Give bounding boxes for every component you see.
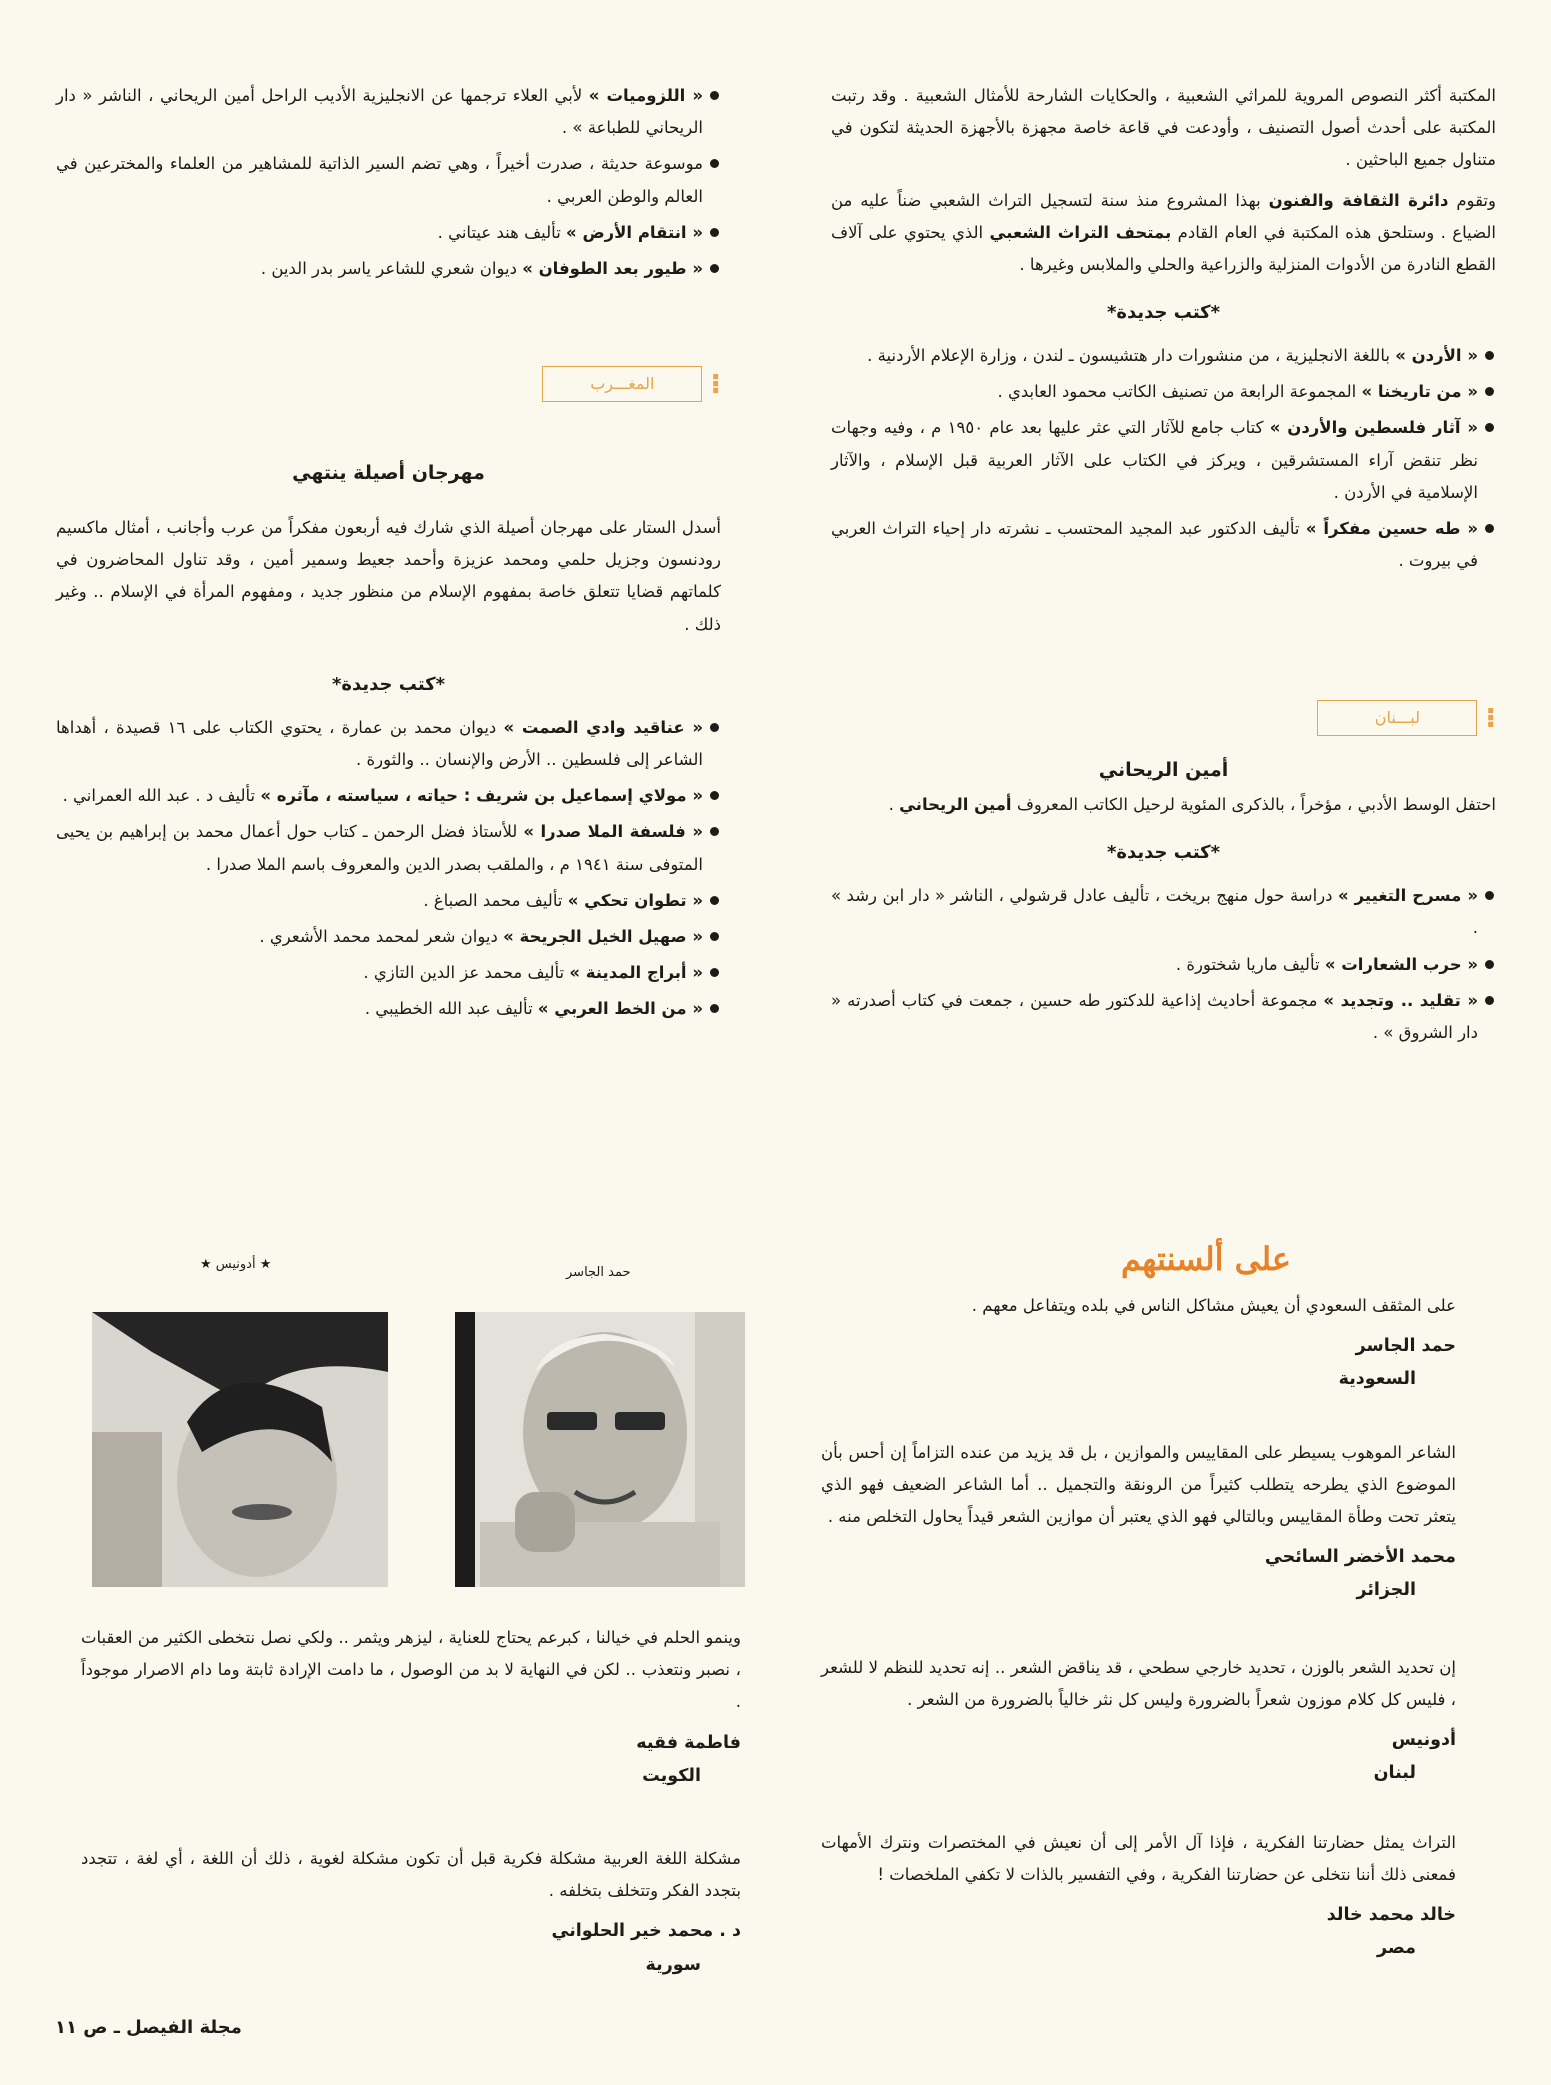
morocco-label (542, 366, 721, 402)
book-description: ديوان شعري للشاعر ياسر بدر الدين . (260, 258, 523, 278)
book-item (831, 376, 1496, 408)
book-item (56, 816, 721, 880)
book-description: باللغة الانجليزية ، من منشورات دار هتشيسون ـ لندن ، وزارة الإعلام الأردنية . (867, 346, 1396, 366)
book-title: « تقليد .. وتجديد » (1323, 990, 1478, 1010)
lebanon-books-list (831, 880, 1496, 1049)
book-description: مجموعة أحاديث إذاعية للدكتور طه حسين ، جمعت في كتاب أصدرته « دار الشروق » . (831, 990, 1478, 1042)
book-description: تأليف الدكتور عبد المجيد المحتسب ـ نشرته دار إحياء التراث العربي في بيروت . (831, 518, 1478, 571)
photo-caption-adonis: ★ أدونيس ★ (200, 1257, 272, 1272)
festival-title: مهرجان أصيلة ينتهي (292, 462, 485, 484)
new-books-heading: *كتب جديدة* (1106, 302, 1221, 324)
new-books-heading: *كتب جديدة* (331, 673, 446, 695)
morocco-section (56, 455, 721, 1029)
book-item (56, 253, 721, 285)
quote-text: وينمو الحلم في خيالنا ، كبرعم يحتاج للعناية ، ليزهر ويثمر .. ولكي نصل نتخطى الكثير من العقبات ، نصبر ونتعذب .. لكن في النهاية لا بد من الوصول ، ما دامت الإرادة ثابتة وما دام الاصرار موجوداً . (81, 1628, 741, 1712)
quote-text: إن تحديد الشعر بالوزن ، تحديد خارجي سطحي ، قد يناقض الشعر .. إنه تحديد للنظم لا للشعر ، فليس كل كلام موزون شعراً بالضرورة وليس كل نثر خالياً بالضرورة من الشعر . (821, 1657, 1456, 1709)
book-description: كتاب جامع للآثار التي عثر عليها بعد عام ١٩٥٠ م ، وفيه وجهات نظر تنقض آراء المستشرقين ، ويركز في الكتاب على الآثار العربية قبل الإسلام ، والآثار الإسلامية في الأردن . (831, 418, 1478, 502)
right-column (831, 80, 1496, 581)
book-description: ديوان محمد بن عمارة ، يحتوي الكتاب على ١٦ قصيدة ، أهداها الشاعر إلى فلسطين .. الأرض والإنسان .. والثورة . (56, 717, 703, 769)
quote-block (821, 1652, 1456, 1791)
photo-hamad-aljasser (455, 1312, 745, 1587)
book-item (56, 80, 721, 144)
morocco-label-box: المغـــرب (542, 366, 702, 402)
book-title: « مسرح التغيير » (1337, 886, 1478, 906)
book-title: « من تاريخنا » (1361, 382, 1478, 402)
new-books-heading: *كتب جديدة* (1106, 842, 1221, 864)
book-title: « مولاي إسماعيل بن شريف : حياته ، سياسته ، مآثره » (260, 786, 703, 806)
book-title: « اللزوميات » (588, 86, 703, 105)
left-quotes (81, 1622, 741, 1982)
lebanon-label (1317, 700, 1496, 736)
morocco-books-list (56, 712, 721, 1026)
book-title: « فلسفة الملا صدرا » (523, 822, 703, 842)
book-title: « تطوان تحكي » (567, 890, 703, 910)
quote-country: السعودية (1338, 1369, 1416, 1390)
book-title: « عناقيد وادي الصمت » (503, 717, 703, 737)
quote-block (821, 1827, 1456, 1966)
book-item (56, 148, 721, 212)
quote-author: خالد محمد خالد (1326, 1904, 1456, 1925)
quote-block (81, 1622, 741, 1793)
book-title: « من الخط العربي » (537, 999, 703, 1019)
ala-alsinatihim-logo: على ألسنتهم (1120, 1240, 1291, 1278)
lebanon-books-continued (56, 80, 721, 285)
photo-caption-jasser: حمد الجاسر (566, 1265, 631, 1280)
section-marker-icon: ⁝ (1485, 701, 1496, 734)
book-item (56, 921, 721, 953)
page-footer: مجلة الفيصل ـ ص ١١ (55, 2017, 242, 2038)
book-title: « طه حسين مفكراً » (1305, 518, 1478, 538)
book-item (831, 949, 1496, 981)
book-description: ديوان شعر لمحمد محمد الأشعري . (259, 926, 504, 946)
quote-text: مشكلة اللغة العربية مشكلة فكرية قبل أن تكون مشكلة لغوية ، ذلك أن اللغة ، أي لغة ، تتجدد بتجدد الفكر وتتخلف بتخلفه . (81, 1849, 741, 1901)
quote-text: التراث يمثل حضارتنا الفكرية ، فإذا آل الأمر إلى أن نعيش في المختصرات ونترك الأمهات فمعنى ذلك أننا نتخلى عن حضارتنا الفكرية ، وفي التفسير بالذات لا تكفي الملخصات ! (821, 1832, 1456, 1884)
photo-adonis (92, 1312, 388, 1587)
book-title: « طيور بعد الطوفان » (522, 258, 703, 278)
book-title: « أبراج المدينة » (569, 963, 703, 983)
jordan-books-list (831, 340, 1496, 577)
book-item (56, 885, 721, 917)
book-description: المجموعة الرابعة من تصنيف الكاتب محمود العابدي . (997, 382, 1362, 402)
quote-author: أدونيس (1391, 1730, 1456, 1751)
quote-author: د . محمد خير الحلواني (551, 1921, 741, 1942)
quote-text: الشاعر الموهوب يسيطر على المقاييس والموازين ، بل قد يزيد من عنده التزاماً إن أحس بأن الموضوع الذي يطرحه يتطلب كثيراً من الرونقة والتجميل .. أما الشاعر الضعيف فهو الذي يتعثر تحت وطأة المقاييس وبالتالي فهو الذي يعتبر أن موازين الشعر قيداً يحاول التخلص منه . (821, 1442, 1456, 1527)
book-item (56, 712, 721, 776)
book-description: تأليف ماريا شختورة . (1175, 954, 1325, 974)
quote-country: مصر (1377, 1938, 1416, 1959)
right-quotes (821, 1290, 1456, 1965)
book-item (831, 513, 1496, 577)
book-description: للأستاذ فضل الرحمن ـ كتاب حول أعمال محمد بن إبراهيم بن يحيى المتوفى سنة ١٩٤١ م ، والملقب بصدر الدين والمعروف باسم الملا صدرا . (56, 822, 703, 874)
book-item (831, 412, 1496, 509)
quote-country: الجزائر (1356, 1580, 1416, 1601)
book-item (831, 340, 1496, 372)
book-description: تأليف عبد الله الخطيبي . (364, 999, 538, 1019)
quote-text: على المثقف السعودي أن يعيش مشاكل الناس في بلده ويتفاعل معهم . (971, 1296, 1456, 1315)
rihani-paragraph: احتفل الوسط الأدبي ، مؤخراً ، بالذكرى المئوية لرحيل الكاتب المعروف أمين الريحاني . (888, 795, 1496, 815)
book-item (56, 993, 721, 1025)
book-item (831, 985, 1496, 1049)
book-description: تأليف د . عبد الله العمراني . (62, 786, 261, 806)
quote-country: الكويت (642, 1765, 701, 1786)
book-item (56, 957, 721, 989)
quote-block (81, 1843, 741, 1982)
rihani-title: أمين الريحاني (1098, 759, 1229, 781)
quote-author: فاطمة فقيه (636, 1732, 741, 1753)
section-marker-icon: ⁝ (710, 367, 721, 400)
book-item (56, 780, 721, 812)
quote-author: حمد الجاسر (1355, 1336, 1456, 1357)
quote-country: سورية (645, 1954, 701, 1975)
book-title: « انتقام الأرض » (566, 222, 703, 242)
book-item (831, 880, 1496, 944)
portrait-image (92, 1312, 388, 1587)
book-title: « الأردن » (1395, 346, 1478, 366)
lebanon-section (831, 752, 1496, 1053)
quote-author: محمد الأخضر السائحي (1264, 1547, 1456, 1568)
quote-country: لبنان (1373, 1763, 1416, 1784)
quote-block (821, 1437, 1456, 1608)
book-title: « صهيل الخيل الجريحة » (503, 926, 703, 946)
left-column-top (56, 80, 721, 289)
heritage-paragraph: وتقوم دائرة الثقافة والفنون بهذا المشروع منذ سنة لتسجيل التراث الشعبي ضناً عليه من الضياع . وستلحق هذه المكتبة في العام القادم بمتحف التراث الشعبي الذي يحتوي على آلاف القطع النادرة من الأدوات المنزلية والزراعية والحلي والملابس وغيرها . (831, 190, 1497, 274)
book-title: « حرب الشعارات » (1324, 954, 1478, 974)
book-item (56, 217, 721, 249)
festival-paragraph: أسدل الستار على مهرجان أصيلة الذي شارك فيه أربعون مفكراً من عرب وأجانب ، أمثال ماكسيم رودنسون وجزيل حلمي ومحمد عزيزة وأحمد جعيط وسمير أمين ، وقد تناول المحاضرون في كلماتهم قضايا تتعلق خاصة بمفهوم الإسلام من منظور جديد ، ومفهوم المرأة في الإسلام .. وغير ذلك . (56, 518, 721, 634)
library-paragraph: المكتبة أكثر النصوص المروية للمراثي الشعبية ، والحكايات الشارحة للأمثال الشعبية . وقد رتبت المكتبة على أحدث أصول التصنيف ، وأودعت في قاعة خاصة مجهزة بالأجهزة الحديثة لتكون في متناول جميع الباحثين . (831, 86, 1496, 170)
quote-block (821, 1290, 1456, 1397)
book-description: تأليف محمد الصباغ . (423, 890, 568, 910)
lebanon-label-box: لبـــنان (1317, 700, 1477, 736)
book-description: دراسة حول منهج بريخت ، تأليف عادل قرشولي ، الناشر « دار ابن رشد » . (831, 886, 1478, 938)
book-description: تأليف محمد عز الدين التازي . (363, 963, 570, 983)
book-title: « آثار فلسطين والأردن » (1269, 418, 1478, 438)
book-description: موسوعة حديثة ، صدرت أخيراً ، وهي تضم السير الذاتية للمشاهير من العلماء والمخترعين في العالم والوطن العربي . (56, 154, 703, 206)
portrait-image (455, 1312, 745, 1587)
book-description: تأليف هند عيتاني . (437, 222, 567, 242)
book-description: لأبي العلاء ترجمها عن الانجليزية الأديب الراحل أمين الريحاني ، الناشر « دار الريحاني للطباعة » . (56, 86, 703, 138)
